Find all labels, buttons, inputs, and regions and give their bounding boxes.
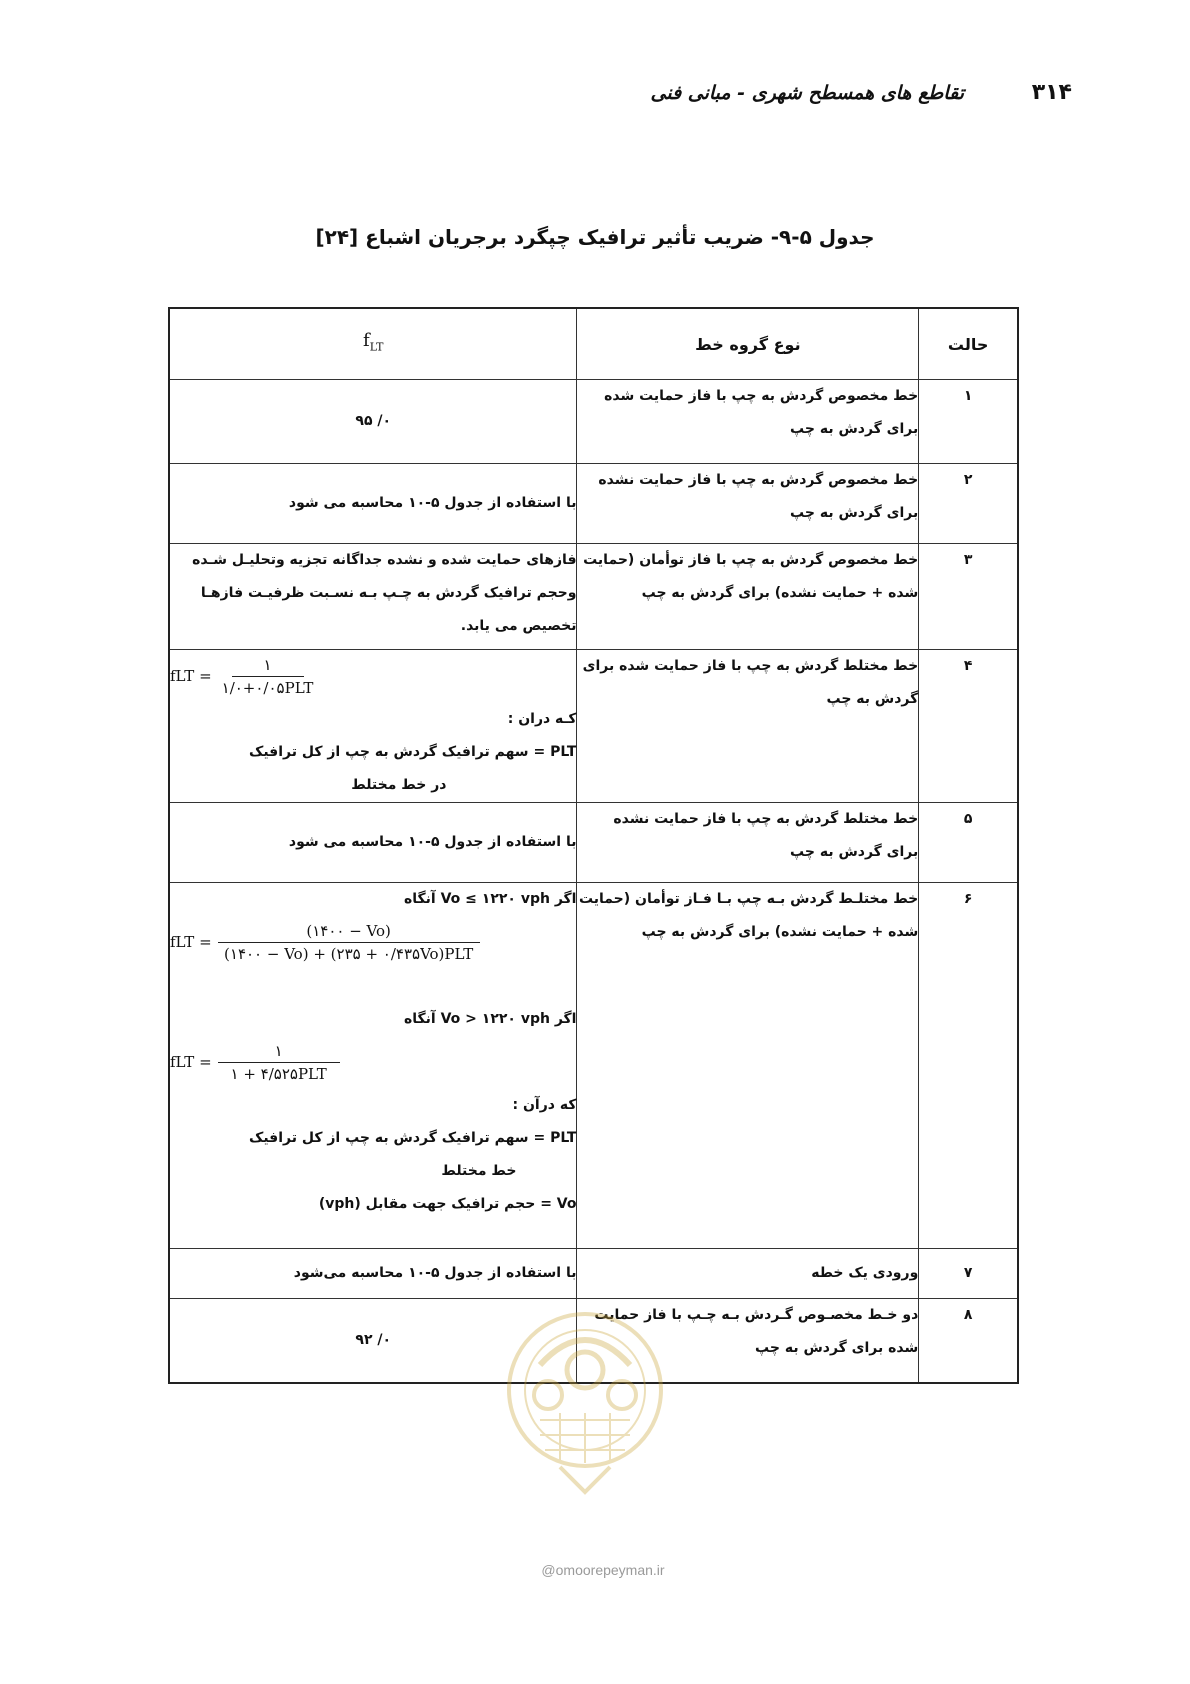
formula-2	[170, 1036, 576, 1089]
header-case: حالت	[919, 308, 1018, 380]
f-formula-cell	[169, 650, 577, 803]
f-value: با استفاده از جدول ۵-۱۰ محاسبه می‌شود	[169, 1249, 577, 1299]
formula-1	[170, 916, 576, 969]
formula-lhs: fLT =	[170, 1053, 212, 1071]
lane-type: خط مختلـط گردش بـه چپ بـا فـاز توأمان (حمایت شده + حمایت نشده) برای گردش به چپ	[577, 883, 919, 1249]
case-number: ۸	[919, 1299, 1018, 1383]
fraction-numerator: ۱	[218, 1040, 340, 1063]
table-row	[169, 803, 1018, 883]
definition: Vo = حجم ترافیک جهت مقابل (vph)	[318, 1196, 577, 1212]
page-header	[630, 80, 1072, 120]
fraction-numerator: ۱	[232, 654, 304, 677]
fraction	[218, 1040, 340, 1085]
lane-type: خط مخصوص گردش به چپ با فاز حمایت نشده برای گردش به چپ	[577, 464, 919, 544]
case-number: ۱	[919, 380, 1018, 464]
case-number: ۳	[919, 544, 1018, 650]
case-number: ۶	[919, 883, 1018, 1249]
definition: PLT = سهم ترافیک گردش به چپ از کل ترافیک	[249, 744, 577, 760]
case-number: ۲	[919, 464, 1018, 544]
fraction	[218, 920, 480, 965]
lane-type: خط مختلط گردش به چپ با فاز حمایت نشده برای گردش به چپ	[577, 803, 919, 883]
header-lane-type: نوع گروه خط	[577, 308, 919, 380]
lane-type: خط مختلط گردش به چپ با فاز حمایت شده برای گردش به چپ	[577, 650, 919, 803]
lt-factor-table	[168, 307, 1019, 1384]
lane-type: دو خـط مخصـوص گـردش بـه چـپ با فاز حمایت شده برای گردش به چپ	[577, 1299, 919, 1383]
lane-type: ورودی یک خطه	[577, 1249, 919, 1299]
f-value: ۰/ ۹۲	[169, 1299, 577, 1383]
formula	[170, 650, 576, 703]
table-caption: جدول ۵-۹- ضریب تأثیر ترافیک چپگرد برجریان اشباع [۲۴]	[315, 225, 875, 249]
case-number: ۴	[919, 650, 1018, 803]
f-value: فازهای حمایت شده و نشده جداگانه تجزیه وتحلیـل شـده وحجم ترافیک گردش به چـپ بـه نسـبت ظرفیـت فازهـا تخصیص می یابد.	[169, 544, 577, 650]
condition-2: اگر Vo > ۱۲۲۰ vph آنگاه	[404, 1011, 577, 1027]
f-value: با استفاده از جدول ۵-۱۰ محاسبه می شود	[169, 803, 577, 883]
fraction-numerator: (۱۴۰۰ − Vo)	[218, 920, 480, 943]
table-row	[169, 650, 1018, 803]
formula-lhs: fLT =	[170, 667, 212, 685]
lane-type: خط مخصوص گردش به چپ با فاز توأمان (حمایت شده + حمایت نشده) برای گردش به چپ	[577, 544, 919, 650]
case-number: ۷	[919, 1249, 1018, 1299]
where-label: که درآن :	[512, 1097, 577, 1113]
header-f-symbol: $f_{LT}$	[169, 308, 577, 380]
f-formula-cell	[169, 883, 577, 1249]
case-number: ۵	[919, 803, 1018, 883]
watermark-url: @omoorepeyman.ir	[541, 1562, 665, 1578]
table-row	[169, 544, 1018, 650]
formula-lhs: fLT =	[170, 933, 212, 951]
running-title: تقاطع های همسطح شهری - مبانی فنی	[650, 82, 964, 104]
table-header-row	[169, 308, 1018, 380]
watermark-stamp-logo	[500, 1285, 670, 1515]
condition-1: اگر Vo ≤ ۱۲۲۰ vph آنگاه	[404, 891, 577, 907]
table-row	[169, 380, 1018, 464]
lane-type: خط مخصوص گردش به چپ با فاز حمایت شده برای گردش به چپ	[577, 380, 919, 464]
fraction	[218, 654, 318, 699]
fraction-denominator: ۱ + ۴/۵۲۵PLT	[230, 1065, 327, 1083]
page-number: ۳۱۴	[1031, 80, 1072, 105]
fraction-denominator: ۱/۰+۰/۰۵PLT	[221, 679, 314, 697]
definition: PLT = سهم ترافیک گردش به چپ از کل ترافیک	[249, 1130, 577, 1146]
definition-continued: در خط مختلط	[351, 777, 447, 793]
f-value: ۰/ ۹۵	[169, 380, 577, 464]
definition-continued: خط مختلط	[441, 1163, 517, 1179]
f-value: با استفاده از جدول ۵-۱۰ محاسبه می شود	[169, 464, 577, 544]
table-row	[169, 883, 1018, 1249]
table-row	[169, 464, 1018, 544]
fraction-denominator: (۱۴۰۰ − Vo) + (۲۳۵ + ۰/۴۳۵Vo)PLT	[224, 945, 474, 963]
where-label: کـه دران :	[507, 711, 577, 727]
